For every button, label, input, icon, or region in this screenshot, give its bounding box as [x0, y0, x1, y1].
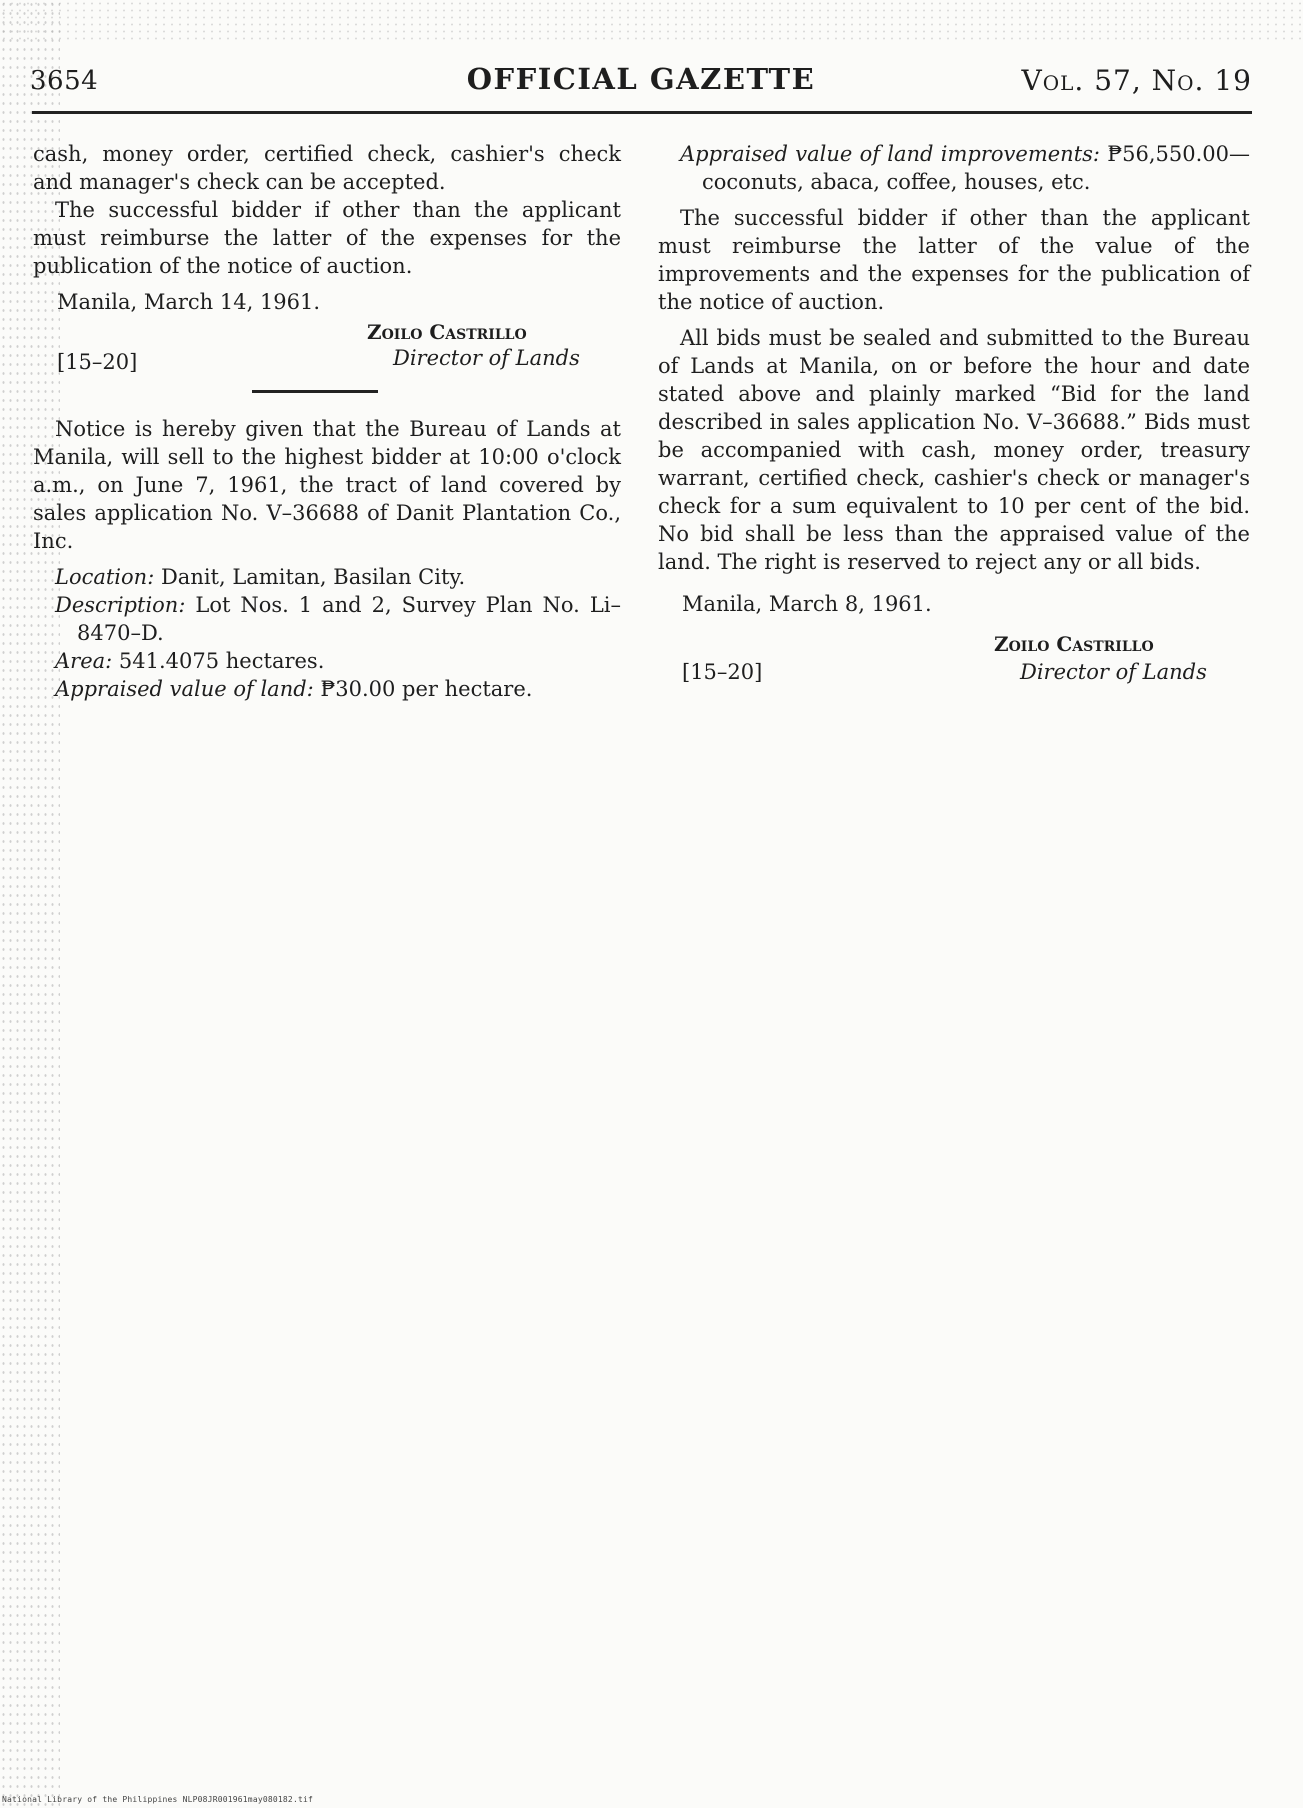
signature-block-right [658, 628, 1250, 690]
header-rule [32, 111, 1252, 114]
date-line-right: Manila, March 8, 1961. [682, 592, 932, 616]
area-value: 541.4075 hectares. [112, 649, 325, 673]
appraised-land-line [33, 675, 621, 703]
bracket-code: [15–20] [57, 350, 138, 374]
location-line [33, 563, 621, 591]
description-line [33, 591, 621, 647]
volume-issue: Vol. 57, No. 19 [1021, 64, 1252, 97]
improvements-value: ₱56,550.00—coconuts, abaca, coffee, houses, etc. [702, 142, 1250, 194]
signature-block [33, 316, 621, 376]
reimburse-paragraph: The successful bidder if other than the applicant must reimburse the latter of the expenses for the publication of the notice of auction. [33, 198, 621, 278]
improvements-line [658, 140, 1250, 196]
right-column [658, 140, 1250, 690]
publication-title: OFFICIAL GAZETTE [466, 62, 816, 96]
appraised-land-value: ₱30.00 per hectare. [313, 677, 533, 701]
description-label: Description: [55, 593, 186, 617]
location-value: Danit, Lamitan, Basilan City. [154, 565, 466, 589]
signature-title-right: Director of Lands [1020, 660, 1207, 684]
left-column [33, 140, 621, 703]
notice-paragraph: Notice is hereby given that the Bureau of Lands at Manila, will sell to the highest bidder at 10:00 o'clock a.m., on June 7, 1961, the tract of land covered by sales application No. V–36688 of Danit Plantation Co., Inc. [33, 417, 621, 553]
area-line [33, 647, 621, 675]
scan-noise-top [0, 0, 1303, 40]
continued-paragraph: cash, money order, certified check, cashier's check and manager's check can be accepted. [33, 142, 621, 194]
location-label: Location: [55, 565, 155, 589]
bids-paragraph: All bids must be sealed and submitted to the Bureau of Lands at Manila, on or before the hour and date stated above and plainly marked “Bid for the land described in sales application No. V–36688.” Bids must be accompanied with cash, money order, treasury warrant, certified check, cashier's check or manager's check for a sum equivalent to 10 per cent of the bid. No bid shall be less than the appraised value of the land. The right is reserved to reject any or all bids. [658, 326, 1250, 574]
improvements-label: Appraised value of land improvements: [680, 142, 1100, 166]
reimburse-paragraph-right: The successful bidder if other than the applicant must reimburse the latter of the value of the improvements and the expenses for the publication of the notice of auction. [658, 206, 1250, 314]
area-label: Area: [55, 649, 113, 673]
page-number: 3654 [30, 66, 99, 96]
signature-title: Director of Lands [393, 346, 580, 370]
date-line: Manila, March 14, 1961. [57, 290, 321, 314]
appraised-land-label: Appraised value of land: [55, 677, 314, 701]
description-value: Lot Nos. 1 and 2, Survey Plan No. Li–8470–D. [77, 593, 621, 645]
bracket-code-right: [15–20] [682, 660, 763, 684]
signature-name: Zoilo Castrillo [367, 320, 527, 344]
scan-credit: National Library of the Philippines NLP08JR001961may080182.tif [2, 1795, 314, 1804]
page-header [30, 58, 1252, 108]
signature-name-right: Zoilo Castrillo [994, 632, 1154, 656]
section-divider [252, 390, 378, 393]
